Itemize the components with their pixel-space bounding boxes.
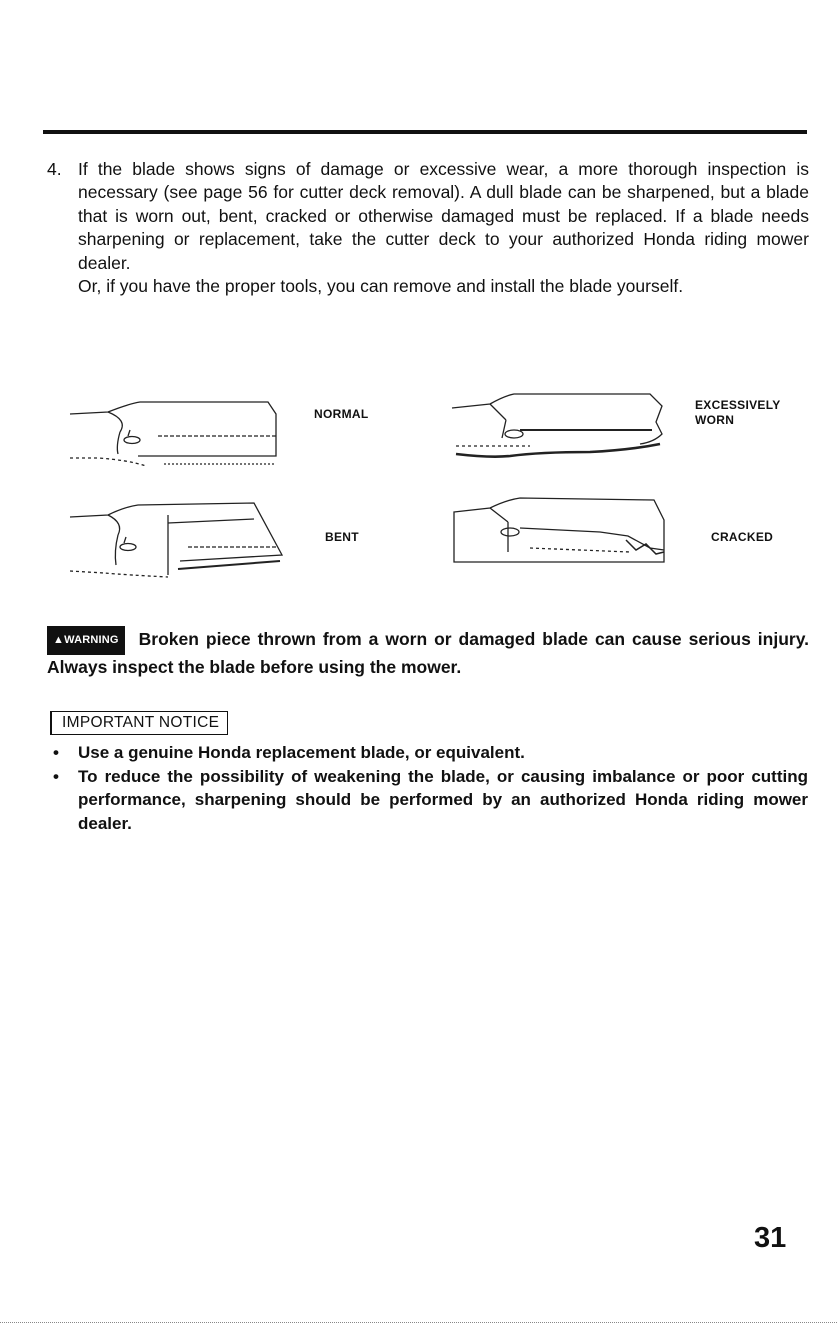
warning-statement (47, 626, 809, 679)
top-rule (43, 130, 807, 134)
label-normal: NORMAL (314, 407, 369, 421)
notice-list (50, 741, 808, 835)
list-item: • To reduce the possibility of weakening the blade, or causing imbalance or poor cutting performance, sharpening should be performed by an authorized Honda riding mower dealer. (53, 766, 808, 833)
warning-text: Broken piece thrown from a worn or damaged blade can cause serious injury. Always inspect the blade before using the mower. (47, 629, 809, 677)
label-bent: BENT (325, 530, 359, 544)
label-excessively-worn: EXCESSIVELY WORN (695, 398, 781, 427)
bottom-divider (0, 1322, 837, 1323)
bullet-icon: • (53, 743, 59, 762)
step-text: If the blade shows signs of damage or excessive wear, a more thorough inspection is necessary (see page 56 for cutter deck removal). A dull blade can be sharpened, but a blade that is worn out, bent, cracked or otherwise damaged must be replaced. If a blade needs sharpening or replacement, take the cutter deck to your authorized Honda riding mower dealer. (78, 159, 809, 273)
step-4 (47, 158, 809, 298)
blade-condition-figure (0, 380, 837, 600)
step-text-2: Or, if you have the proper tools, you can remove and install the blade yourself. (78, 276, 684, 297)
bullet-icon: • (53, 766, 59, 786)
normal-blade-illustration (68, 394, 284, 466)
step-number: 4. (47, 159, 62, 179)
label-cracked: CRACKED (711, 530, 774, 544)
list-item: • Use a genuine Honda replacement blade, or equivalent. (50, 741, 808, 765)
page-number: 31 (754, 1222, 787, 1254)
cracked-blade-illustration (450, 492, 670, 572)
warning-badge (47, 626, 125, 655)
important-notice-label: IMPORTANT NOTICE (50, 711, 228, 735)
warning-triangle-icon: ▲ (53, 634, 65, 646)
worn-blade-illustration (450, 386, 670, 466)
bent-blade-illustration (68, 495, 284, 583)
warning-badge-label: WARNING (64, 634, 119, 646)
